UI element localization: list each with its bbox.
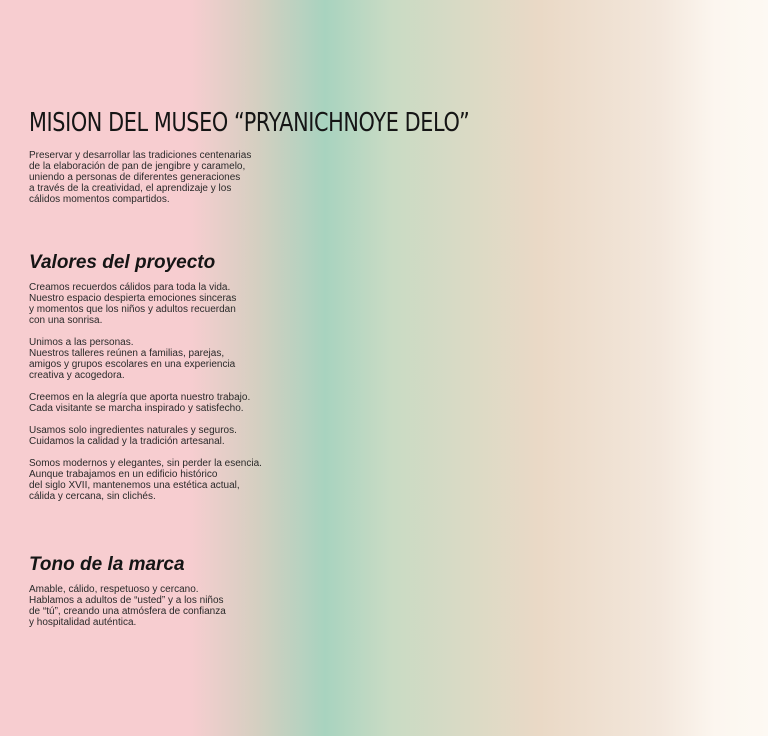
values-line: Creemos en la alegría que aporta nuestro trabajo.: [29, 392, 251, 403]
values-line: Creamos recuerdos cálidos para toda la vida.: [29, 282, 231, 293]
mission-line: Preservar y desarrollar las tradiciones centenarias: [29, 150, 252, 161]
values-paragraph: [29, 282, 289, 326]
tone-line: de “tú”, creando una atmósfera de confianza: [29, 606, 226, 617]
values-line: Nuestros talleres reúnen a familias, parejas,: [29, 348, 225, 359]
values-line: cálida y cercana, sin clichés.: [29, 491, 156, 502]
values-paragraph: [29, 392, 289, 414]
tone-line: y hospitalidad auténtica.: [29, 617, 137, 628]
values-paragraph: [29, 425, 289, 447]
values-line: Cuidamos la calidad y la tradición artesanal.: [29, 436, 225, 447]
document-page: [29, 0, 749, 736]
tone-text: [29, 584, 289, 628]
values-line: Usamos solo ingredientes naturales y seguros.: [29, 425, 237, 436]
values-text: [29, 282, 289, 502]
values-line: del siglo XVII, mantenemos una estética actual,: [29, 480, 240, 491]
values-line: Unimos a las personas.: [29, 337, 134, 348]
tone-line: Amable, cálido, respetuoso y cercano.: [29, 584, 199, 595]
values-heading: Valores del proyecto: [29, 252, 216, 273]
values-line: Cada visitante se marcha inspirado y satisfecho.: [29, 403, 244, 414]
mission-line: uniendo a personas de diferentes generaciones: [29, 172, 241, 183]
values-line: Somos modernos y elegantes, sin perder la esencia.: [29, 458, 262, 469]
values-line: Nuestro espacio despierta emociones sinceras: [29, 293, 237, 304]
values-line: y momentos que los niños y adultos recuerdan: [29, 304, 236, 315]
values-line: creativa y acogedora.: [29, 370, 125, 381]
mission-text: [29, 150, 289, 205]
values-line: Aunque trabajamos en un edificio histórico: [29, 469, 218, 480]
values-paragraph: [29, 337, 289, 381]
values-paragraph: [29, 458, 289, 502]
tone-heading: Tono de la marca: [29, 554, 185, 575]
values-line: con una sonrisa.: [29, 315, 103, 326]
tone-line: Hablamos a adultos de “usted” y a los niños: [29, 595, 224, 606]
values-line: amigos y grupos escolares en una experiencia: [29, 359, 236, 370]
mission-title: MISION DEL MUSEO “PRYANICHNOYE DELO”: [29, 108, 470, 138]
mission-line: cálidos momentos compartidos.: [29, 194, 170, 205]
mission-line: de la elaboración de pan de jengibre y caramelo,: [29, 161, 246, 172]
mission-line: a través de la creatividad, el aprendizaje y los: [29, 183, 232, 194]
